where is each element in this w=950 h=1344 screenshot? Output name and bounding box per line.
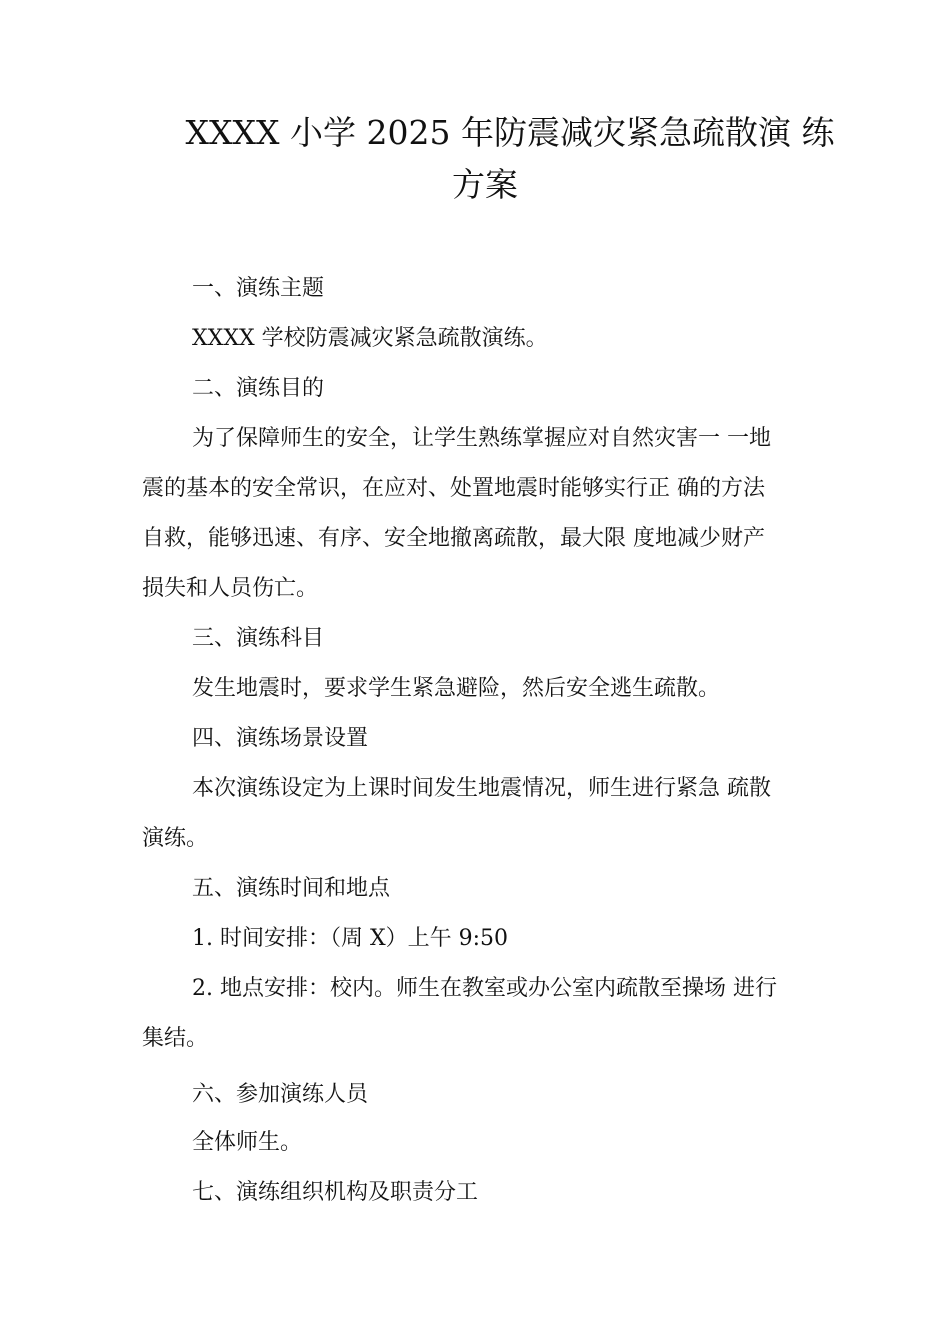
paragraph-line: 震的基本的安全常识，在应对、处置地震时能够实行正 确的方法 — [142, 476, 765, 501]
paragraph-line: 自救，能够迅速、有序、安全地撤离疏散，最大限 度地减少财产 — [142, 526, 765, 551]
paragraph-line: 演练。 — [142, 826, 209, 851]
section-heading-theme: 一、演练主题 — [192, 276, 325, 301]
section-heading-scene: 四、演练场景设置 — [192, 726, 369, 751]
paragraph-line: 发生地震时，要求学生紧急避险，然后安全逃生疏散。 — [192, 676, 721, 701]
paragraph-line: 全体师生。 — [192, 1130, 303, 1155]
document-title-line1: XXXX 小学 2025 年防震减灾紧急疏散演 练 — [185, 113, 835, 152]
paragraph-line: 集结。 — [142, 1026, 209, 1051]
section-heading-participants: 六、参加演练人员 — [192, 1082, 369, 1107]
paragraph-line: 1. 时间安排：（周 X）上午 9:50 — [192, 926, 509, 951]
section-heading-organization: 七、演练组织机构及职责分工 — [192, 1180, 479, 1205]
paragraph-line: 损失和人员伤亡。 — [142, 576, 319, 601]
section-heading-purpose: 二、演练目的 — [192, 376, 325, 401]
paragraph-line: 本次演练设定为上课时间发生地震情况，师生进行紧急 疏散 — [192, 776, 771, 801]
document-title-line2: 方案 — [452, 165, 518, 204]
section-heading-subject: 三、演练科目 — [192, 626, 325, 651]
paragraph-line: XXXX 学校防震减灾紧急疏散演练。 — [192, 326, 548, 351]
paragraph-line: 2. 地点安排：校内。师生在教室或办公室内疏散至操场 进行 — [192, 976, 777, 1001]
section-heading-time-place: 五、演练时间和地点 — [192, 876, 391, 901]
paragraph-line: 为了保障师生的安全，让学生熟练掌握应对自然灾害一 一地 — [192, 426, 771, 451]
